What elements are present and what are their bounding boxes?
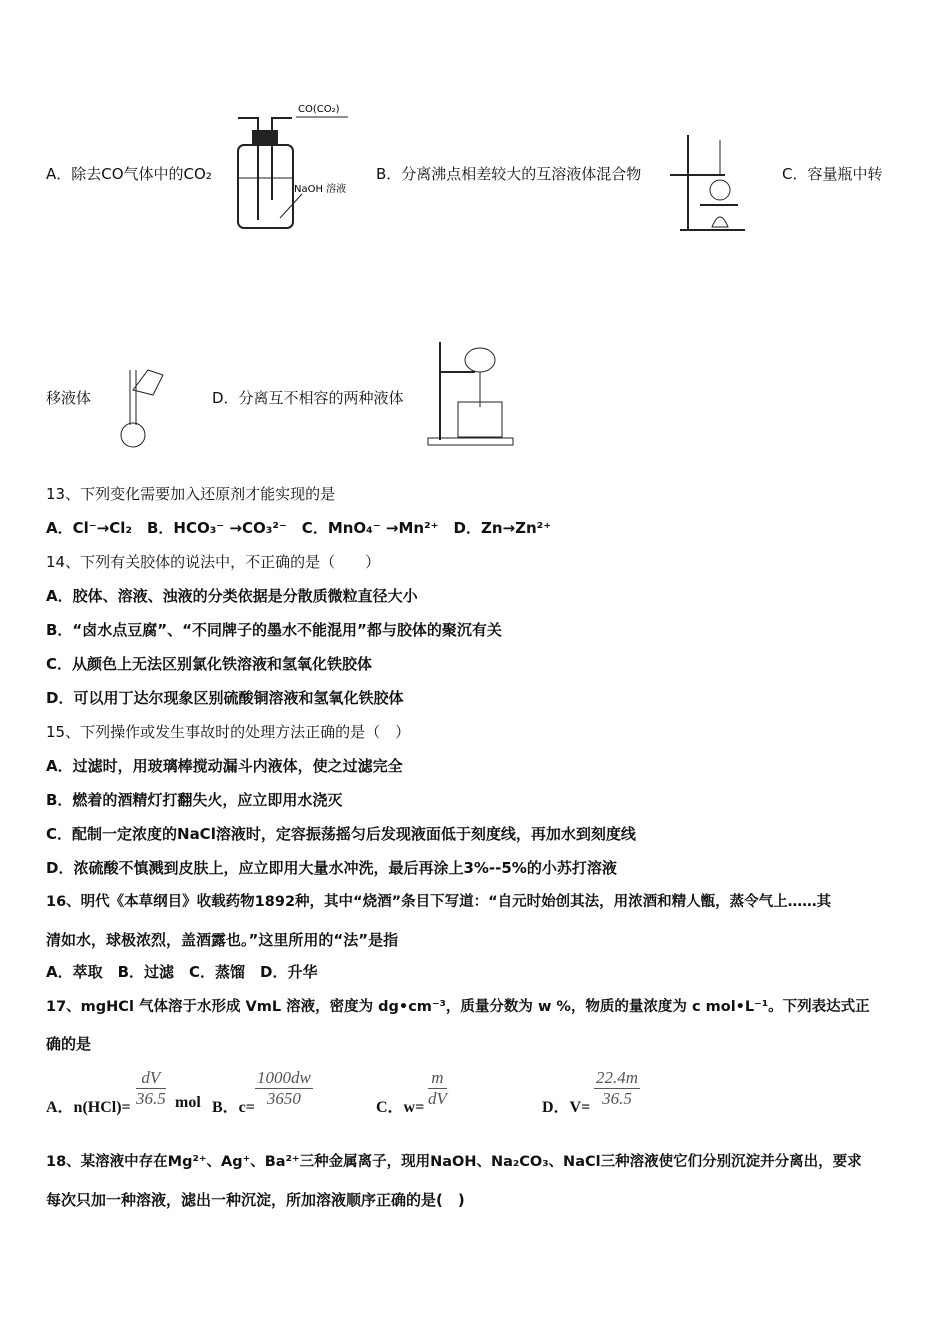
q14-option-a: A．胶体、溶液、浊液的分类依据是分散质微粒直径大小 <box>46 587 418 605</box>
denominator: 36.5 <box>136 1089 166 1108</box>
denominator: dV <box>428 1089 447 1108</box>
q17-option-d-label: D．V= <box>542 1099 591 1116</box>
distillation-figure <box>670 135 750 233</box>
q17-option-a-label: A．n(HCl)= <box>46 1099 131 1116</box>
separatory-funnel-figure <box>425 332 520 448</box>
q12-option-b: B．分离沸点相差较大的互溶液体混合物 <box>376 165 642 183</box>
q14-option-b: B．“卤水点豆腐”、“不同牌子的墨水不能混用”都与胶体的聚沉有关 <box>46 621 502 639</box>
numerator: 22.4m <box>596 1068 639 1087</box>
q17-option-c-label: C．w= <box>376 1099 425 1116</box>
q16-stem-line1: 16、明代《本草纲目》收载药物1892种，其中“烧酒”条目下写道：“自元时始创其法，用浓酒和精人甑，蒸令气上……其 <box>46 894 832 910</box>
q16-options: A．萃取 B．过滤 C．蒸馏 D．升华 <box>46 963 318 981</box>
numerator: m <box>428 1068 447 1089</box>
denominator: 3650 <box>266 1089 301 1108</box>
q12-option-c: C．容量瓶中转 <box>782 165 883 183</box>
q15-option-c: C．配制一定浓度的NaCl溶液时，定容振荡摇匀后发现液面低于刻度线，再加水到刻度线 <box>46 825 636 843</box>
q17-option-b-fraction <box>255 1068 313 1109</box>
q17-option-b-label: B．c= <box>212 1099 255 1116</box>
gas-washing-bottle-figure <box>230 100 360 232</box>
q12-option-d: D．分离互不相容的两种液体 <box>212 389 404 407</box>
q17-option-a-fraction <box>136 1068 166 1109</box>
q12-option-a: A．除去CO气体中的CO₂ <box>46 165 212 183</box>
q15-option-d: D．浓硫酸不慎溅到皮肤上，应立即用大量水冲洗，最后再涂上3%--5%的小苏打溶液 <box>46 859 617 877</box>
numerator: dV <box>136 1068 166 1089</box>
q16-stem-line2: 清如水，球极浓烈，盖酒露也。”这里所用的“法”是指 <box>46 931 399 949</box>
solution-label: NaOH 溶液 <box>294 184 347 195</box>
q15-option-b: B．燃着的酒精灯打翻失火，应立即用水浇灭 <box>46 791 343 809</box>
q14-option-d: D．可以用丁达尔现象区别硫酸铜溶液和氢氧化铁胶体 <box>46 689 404 707</box>
numerator: 1000dw <box>257 1068 311 1087</box>
q14-stem: 14、下列有关胶体的说法中，不正确的是（ ） <box>46 553 381 571</box>
q17-option-d-fraction <box>594 1068 640 1109</box>
q14-option-c: C．从颜色上无法区别氯化铁溶液和氢氧化铁胶体 <box>46 655 373 673</box>
gas-label: CO(CO₂) <box>298 104 340 115</box>
q15-option-a: A．过滤时，用玻璃棒搅动漏斗内液体，使之过滤完全 <box>46 757 403 775</box>
q17-stem-line2: 确的是 <box>46 1035 92 1053</box>
q15-stem: 15、下列操作或发生事故时的处理方法正确的是（ ） <box>46 723 411 741</box>
q18-stem-line2: 每次只加一种溶液，滤出一种沉淀，所加溶液顺序正确的是( ) <box>46 1191 465 1209</box>
q18-stem-line1: 18、某溶液中存在Mg²⁺、Ag⁺、Ba²⁺三种金属离子，现用NaOH、Na₂CO₃、NaCl三种溶液使它们分别沉淀并分离出，要求 <box>46 1154 862 1170</box>
q17-stem-line1: 17、mgHCl 气体溶于水形成 VmL 溶液，密度为 dg•cm⁻³，质量分数为 w %，物质的量浓度为 c mol•L⁻¹。下列表达式正 <box>46 999 870 1015</box>
q17-option-a-unit: mol <box>175 1094 201 1111</box>
q17-option-c-fraction <box>428 1068 447 1109</box>
q12-option-c-continued: 移液体 <box>46 389 92 407</box>
q13-options: A．Cl⁻→Cl₂ B．HCO₃⁻ →CO₃²⁻ C．MnO₄⁻ →Mn²⁺ D．Zn→Zn²⁺ <box>46 519 552 537</box>
volumetric-flask-figure <box>108 365 168 450</box>
denominator: 36.5 <box>602 1089 632 1108</box>
q13-stem: 13、下列变化需要加入还原剂才能实现的是 <box>46 485 336 503</box>
